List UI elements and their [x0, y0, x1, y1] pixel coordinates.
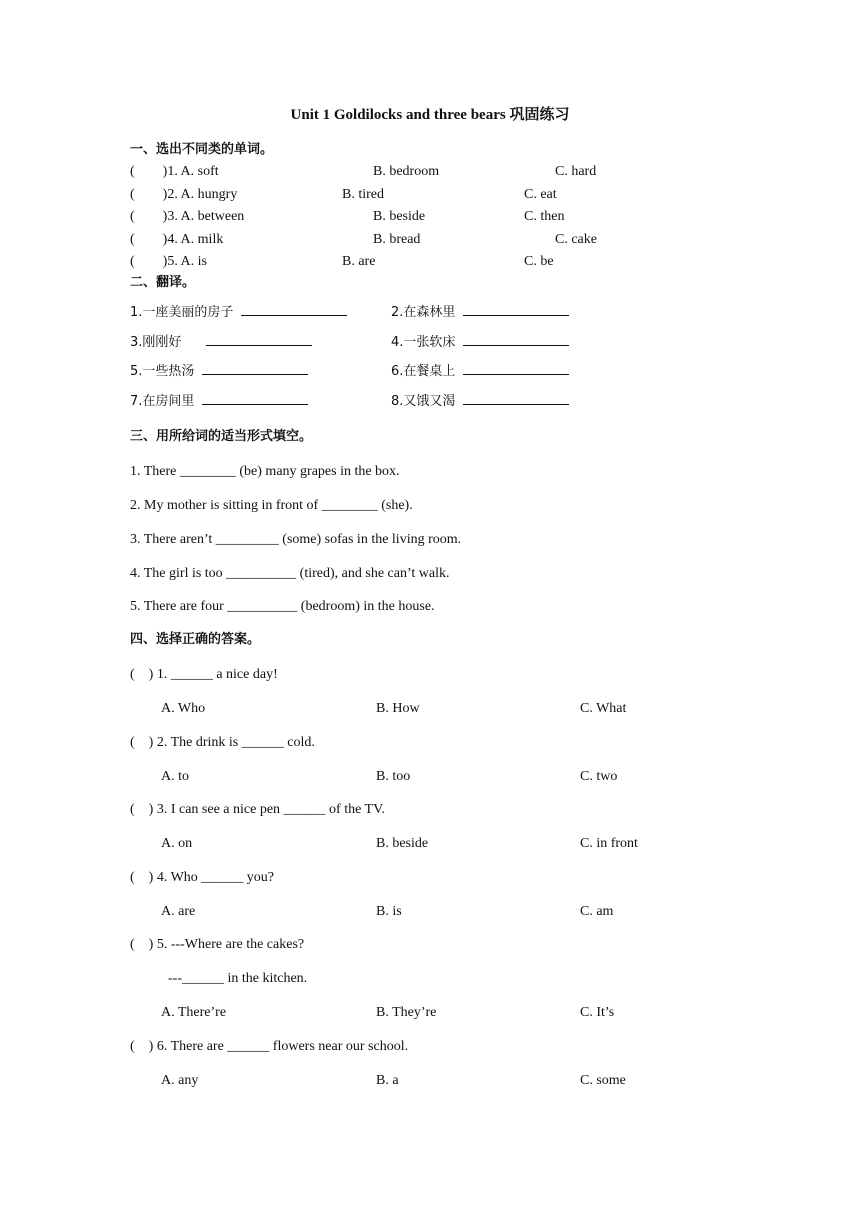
answer-blank[interactable]	[463, 303, 569, 316]
s3-item-2: 2. My mother is sitting in front of ________ (she).	[130, 498, 413, 513]
s4-q1-stem: ( ) 1. ______ a nice day!	[130, 667, 278, 682]
section3-heading: 三、用所给词的适当形式填空。	[130, 429, 313, 444]
s4-q2-option-a[interactable]: A. to	[161, 769, 189, 784]
s1-q4-option-a: ( )4. A. milk	[130, 232, 224, 247]
answer-blank[interactable]	[202, 362, 308, 375]
s2-item-2-text: 2.在森林里	[391, 305, 456, 320]
s2-item-5	[130, 362, 308, 381]
s2-item-6-text: 6.在餐桌上	[391, 364, 456, 379]
answer-blank[interactable]	[202, 392, 308, 405]
s1-q5-option-a: ( )5. A. is	[130, 254, 207, 269]
s4-q1-option-c[interactable]: C. What	[580, 701, 627, 716]
s3-item-1: 1. There ________ (be) many grapes in the box.	[130, 464, 400, 479]
s4-q5-option-c[interactable]: C. It’s	[580, 1005, 615, 1020]
s4-q4-option-a[interactable]: A. are	[161, 904, 196, 919]
s2-item-4-text: 4.一张软床	[391, 335, 456, 350]
s1-q4-option-c: C. cake	[555, 232, 597, 247]
s4-q5-option-a[interactable]: A. There’re	[161, 1005, 227, 1020]
s2-item-7-text: 7.在房间里	[130, 394, 195, 409]
s1-q2-option-a: ( )2. A. hungry	[130, 187, 238, 202]
s2-item-1-text: 1.一座美丽的房子	[130, 305, 234, 320]
answer-blank[interactable]	[463, 333, 569, 346]
s1-q1-option-c: C. hard	[555, 164, 597, 179]
s4-q2-option-b[interactable]: B. too	[376, 769, 411, 784]
s4-q6-option-c[interactable]: C. some	[580, 1073, 626, 1088]
s4-q3-option-c[interactable]: C. in front	[580, 836, 638, 851]
s4-q6-stem: ( ) 6. There are ______ flowers near our school.	[130, 1039, 409, 1054]
s4-q5-stem-line2: ---______ in the kitchen.	[168, 971, 308, 986]
s4-q3-stem: ( ) 3. I can see a nice pen ______ of the TV.	[130, 802, 385, 817]
s2-item-3-text: 3.刚刚好	[130, 335, 182, 350]
page-title: Unit 1 Goldilocks and three bears 巩固练习	[290, 107, 570, 123]
s2-item-2	[391, 303, 569, 322]
s3-item-5: 5. There are four __________ (bedroom) in the house.	[130, 599, 435, 614]
s2-item-8	[391, 392, 569, 411]
s4-q3-option-b[interactable]: B. beside	[376, 836, 429, 851]
s2-item-7	[130, 392, 308, 411]
s4-q1-option-b[interactable]: B. How	[376, 701, 420, 716]
s1-q3-option-a: ( )3. A. between	[130, 209, 245, 224]
s1-q3-option-b: B. beside	[373, 209, 426, 224]
s4-q2-option-c[interactable]: C. two	[580, 769, 618, 784]
s4-q1-option-a[interactable]: A. Who	[161, 701, 206, 716]
answer-blank[interactable]	[206, 333, 312, 346]
s4-q5-option-b[interactable]: B. They’re	[376, 1005, 437, 1020]
s1-q4-option-b: B. bread	[373, 232, 421, 247]
section4-heading: 四、选择正确的答案。	[130, 632, 261, 647]
answer-blank[interactable]	[463, 392, 569, 405]
s4-q6-option-b[interactable]: B. a	[376, 1073, 399, 1088]
s4-q4-stem: ( ) 4. Who ______ you?	[130, 870, 274, 885]
s4-q4-option-b[interactable]: B. is	[376, 904, 402, 919]
s2-item-4	[391, 333, 569, 352]
s1-q1-option-b: B. bedroom	[373, 164, 440, 179]
s1-q5-option-c: C. be	[524, 254, 554, 269]
s1-q1-option-a: ( )1. A. soft	[130, 164, 219, 179]
section2-heading: 二、翻译。	[130, 275, 196, 290]
s2-item-6	[391, 362, 569, 381]
s3-item-3: 3. There aren’t _________ (some) sofas in the living room.	[130, 532, 462, 547]
answer-blank[interactable]	[241, 303, 347, 316]
s4-q2-stem: ( ) 2. The drink is ______ cold.	[130, 735, 315, 750]
s3-item-4: 4. The girl is too __________ (tired), and she can’t walk.	[130, 566, 450, 581]
s4-q4-option-c[interactable]: C. am	[580, 904, 614, 919]
s4-q5-stem: ( ) 5. ---Where are the cakes?	[130, 937, 305, 952]
s1-q2-option-c: C. eat	[524, 187, 557, 202]
answer-blank[interactable]	[463, 362, 569, 375]
s1-q2-option-b: B. tired	[342, 187, 384, 202]
s1-q5-option-b: B. are	[342, 254, 376, 269]
s2-item-5-text: 5.一些热汤	[130, 364, 195, 379]
section1-heading: 一、选出不同类的单词。	[130, 142, 274, 157]
s2-item-8-text: 8.又饿又渴	[391, 394, 456, 409]
s2-item-1	[130, 303, 347, 322]
s1-q3-option-c: C. then	[524, 209, 565, 224]
s4-q3-option-a[interactable]: A. on	[161, 836, 193, 851]
s4-q6-option-a[interactable]: A. any	[161, 1073, 199, 1088]
s2-item-3	[130, 333, 312, 352]
